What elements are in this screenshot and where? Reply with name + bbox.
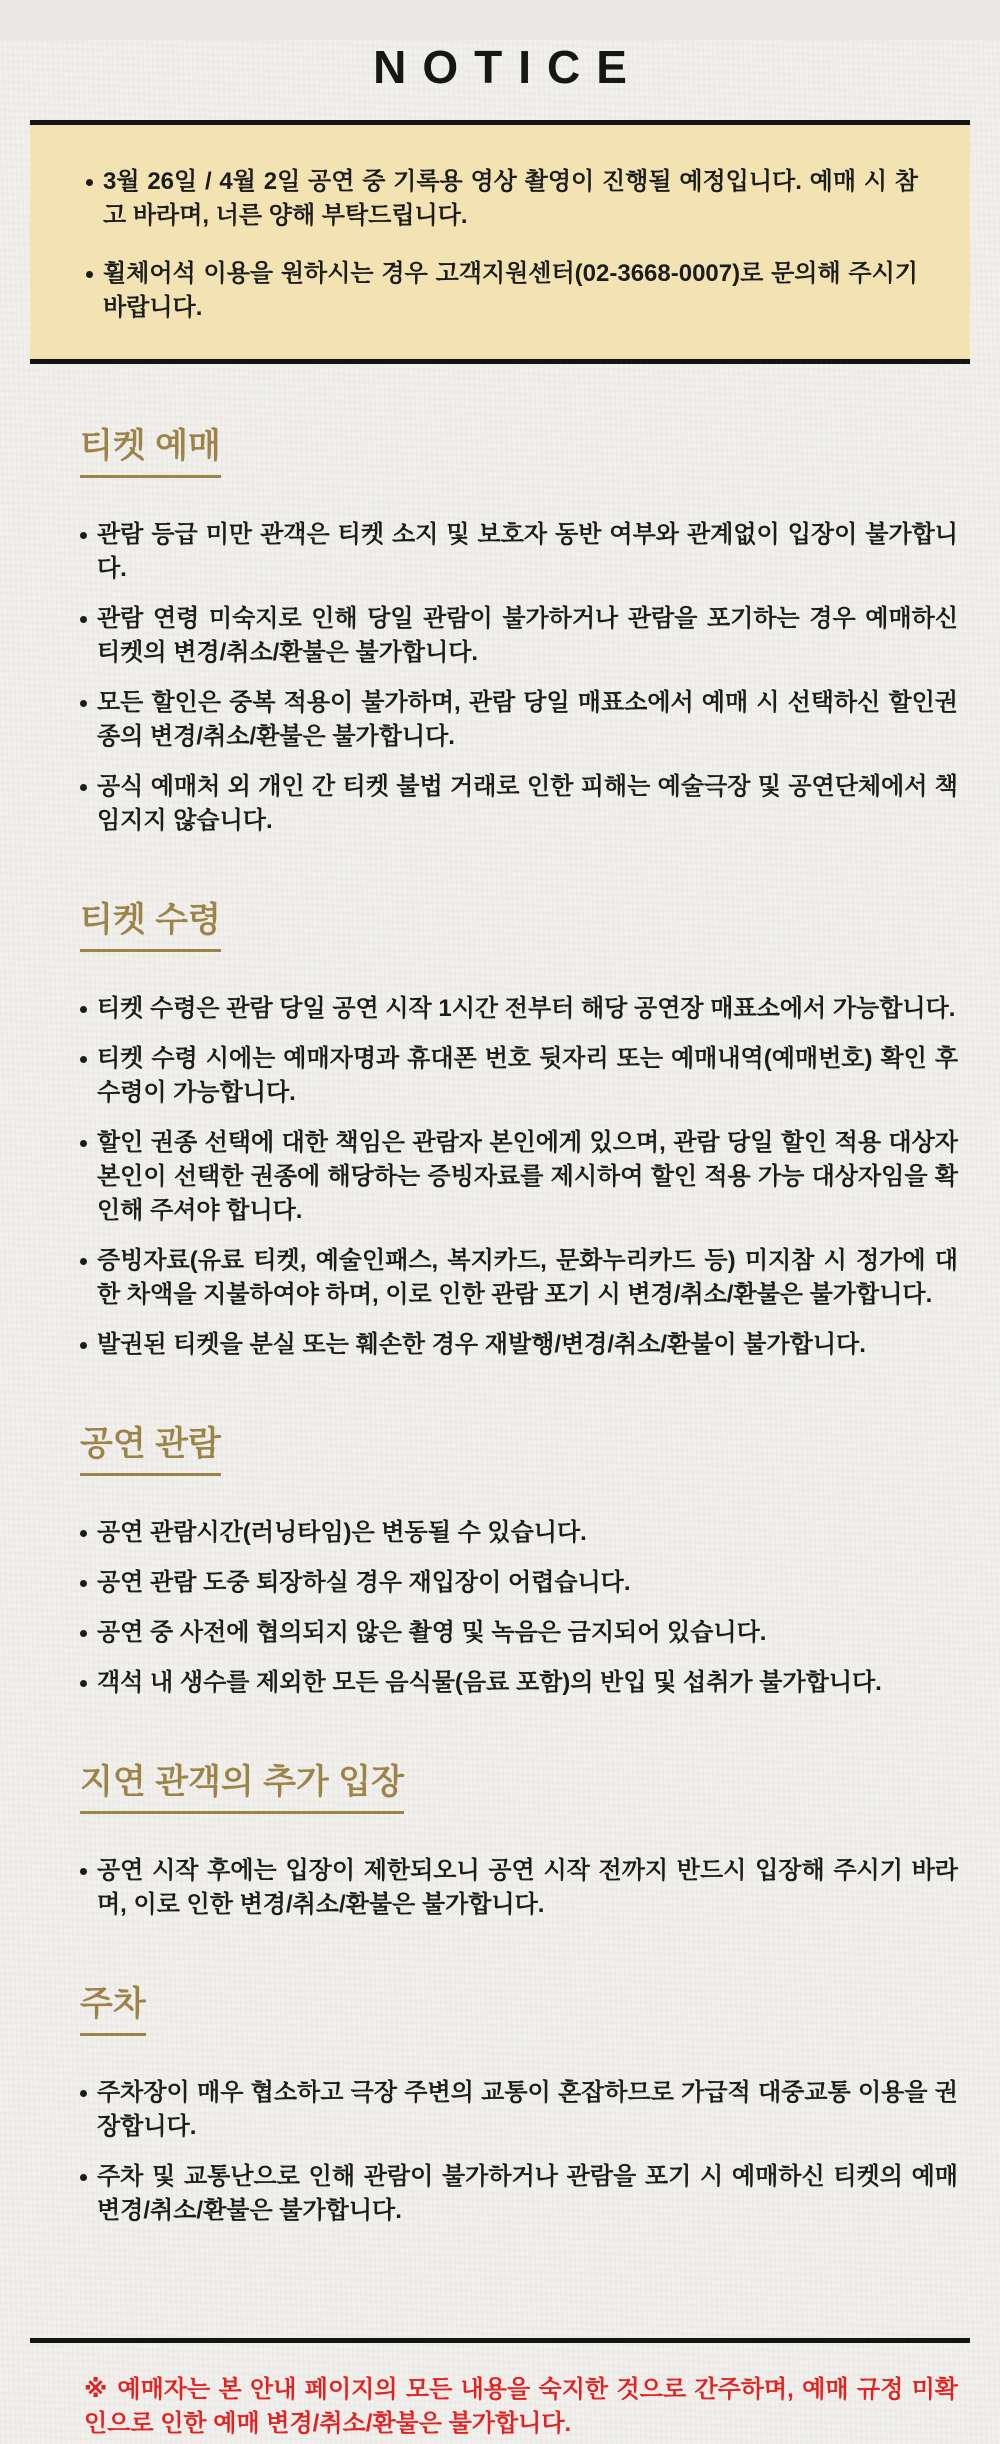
section-performance-viewing	[80, 1362, 958, 1700]
list-item	[80, 1516, 958, 1550]
list-item-text: 공식 예매처 외 개인 간 티켓 불법 거래로 인한 피해는 예술극장 및 공연단체에서 책임지지 않습니다.	[97, 773, 958, 834]
bullet-dot	[80, 1530, 87, 1537]
section-title: 티켓 수령	[80, 892, 221, 952]
list-item	[80, 1854, 958, 1922]
footer-warning-note: ※ 예매자는 본 안내 페이지의 모든 내용을 숙지한 것으로 간주하며, 예매 규정 미확인으로 인한 예매 변경/취소/환불은 불가합니다.	[84, 2376, 958, 2437]
bullet-dot	[80, 1630, 87, 1637]
list-item-text: 주차 및 교통난으로 인해 관람이 불가하거나 관람을 포기 시 예매하신 티켓의 예매 변경/취소/환불은 불가합니다.	[97, 2163, 958, 2224]
footer-divider	[30, 2338, 970, 2343]
bullet-dot	[80, 1680, 87, 1687]
highlight-box	[30, 125, 970, 359]
list-item-text: 발권된 티켓을 분실 또는 훼손한 경우 재발행/변경/취소/환불이 불가합니다.	[97, 1331, 866, 1358]
bullet-dot	[80, 1580, 87, 1587]
list-item	[80, 1566, 958, 1600]
bullet-dot	[80, 2174, 87, 2181]
list-item-text: 증빙자료(유료 티켓, 예술인패스, 복지카드, 문화누리카드 등) 미지참 시 정가에 대한 차액을 지불하여야 하며, 이로 인한 관람 포기 시 변경/취소/환불은 불가합니다.	[97, 1247, 958, 1308]
bullet-dot	[80, 2090, 87, 2097]
bullet-dot	[80, 1056, 87, 1063]
list-item	[80, 2076, 958, 2144]
list-item	[80, 518, 958, 586]
list-item-text: 주차장이 매우 협소하고 극장 주변의 교통이 혼잡하므로 가급적 대중교통 이용을 권장합니다.	[97, 2079, 958, 2140]
list-item	[80, 1042, 958, 1110]
list-item-text: 관람 연령 미숙지로 인해 당일 관람이 불가하거나 관람을 포기하는 경우 예매하신 티켓의 변경/취소/환불은 불가합니다.	[97, 605, 958, 666]
bullet-dot	[80, 1006, 87, 1013]
section-title: 티켓 예매	[80, 418, 221, 478]
list-item	[80, 770, 958, 838]
list-item	[86, 165, 918, 233]
section-title: 주차	[80, 1976, 146, 2036]
list-item	[80, 992, 958, 1026]
bullet-dot	[80, 1140, 87, 1147]
list-item-text: 객석 내 생수를 제외한 모든 음식물(음료 포함)의 반입 및 섭취가 불가합니다.	[97, 1669, 882, 1696]
list-item	[80, 686, 958, 754]
bullet-dot	[80, 1868, 87, 1875]
section-parking	[80, 1922, 958, 2228]
list-item-text: 할인 권종 선택에 대한 책임은 관람자 본인에게 있으며, 관람 당일 할인 적용 대상자 본인이 선택한 권종에 해당하는 증빙자료를 제시하여 할인 적용 가능 대상자임을 확인해 주셔야 합니다.	[97, 1129, 958, 1224]
section-ticket-booking	[80, 364, 958, 838]
bullet-dot	[86, 271, 93, 278]
bullet-dot	[80, 616, 87, 623]
bullet-dot	[86, 179, 93, 186]
list-item-text: 공연 중 사전에 협의되지 않은 촬영 및 녹음은 금지되어 있습니다.	[97, 1619, 767, 1646]
section-late-entry	[80, 1700, 958, 1922]
notice-page	[0, 40, 1000, 2444]
bullet-dot	[80, 532, 87, 539]
list-item-text: 티켓 수령은 관람 당일 공연 시작 1시간 전부터 해당 공연장 매표소에서 가능합니다.	[97, 995, 956, 1022]
highlight-item-text: 휠체어석 이용을 원하시는 경우 고객지원센터(02-3668-0007)로 문의해 주시기 바랍니다.	[103, 260, 918, 321]
bullet-dot	[80, 700, 87, 707]
list-item	[80, 1244, 958, 1312]
list-item-text: 공연 시작 후에는 입장이 제한되오니 공연 시작 전까지 반드시 입장해 주시기 바라며, 이로 인한 변경/취소/환불은 불가합니다.	[97, 1857, 958, 1918]
section-ticket-pickup	[80, 838, 958, 1362]
list-item	[80, 2160, 958, 2228]
bullet-dot	[80, 1258, 87, 1265]
list-item	[80, 1616, 958, 1650]
list-item-text: 모든 할인은 중복 적용이 불가하며, 관람 당일 매표소에서 예매 시 선택하신 할인권종의 변경/취소/환불은 불가합니다.	[97, 689, 958, 750]
highlight-item-text: 3월 26일 / 4월 2일 공연 중 기록용 영상 촬영이 진행될 예정입니다. 예매 시 참고 바라며, 너른 양해 부탁드립니다.	[103, 168, 918, 229]
list-item	[80, 1126, 958, 1228]
section-title: 공연 관람	[80, 1416, 221, 1476]
bullet-dot	[80, 1342, 87, 1349]
list-item-text: 공연 관람시간(러닝타임)은 변동될 수 있습니다.	[97, 1519, 587, 1546]
bullet-dot	[80, 784, 87, 791]
list-item	[80, 1328, 958, 1362]
page-title: NOTICE	[373, 41, 643, 93]
list-item-text: 공연 관람 도중 퇴장하실 경우 재입장이 어렵습니다.	[97, 1569, 631, 1596]
list-item	[80, 602, 958, 670]
list-item	[86, 257, 918, 325]
section-title: 지연 관객의 추가 입장	[80, 1754, 404, 1814]
list-item-text: 티켓 수령 시에는 예매자명과 휴대폰 번호 뒷자리 또는 예매내역(예매번호) 확인 후 수령이 가능합니다.	[97, 1045, 958, 1106]
list-item-text: 관람 등급 미만 관객은 티켓 소지 및 보호자 동반 여부와 관계없이 입장이 불가합니다.	[97, 521, 958, 582]
list-item	[80, 1666, 958, 1700]
